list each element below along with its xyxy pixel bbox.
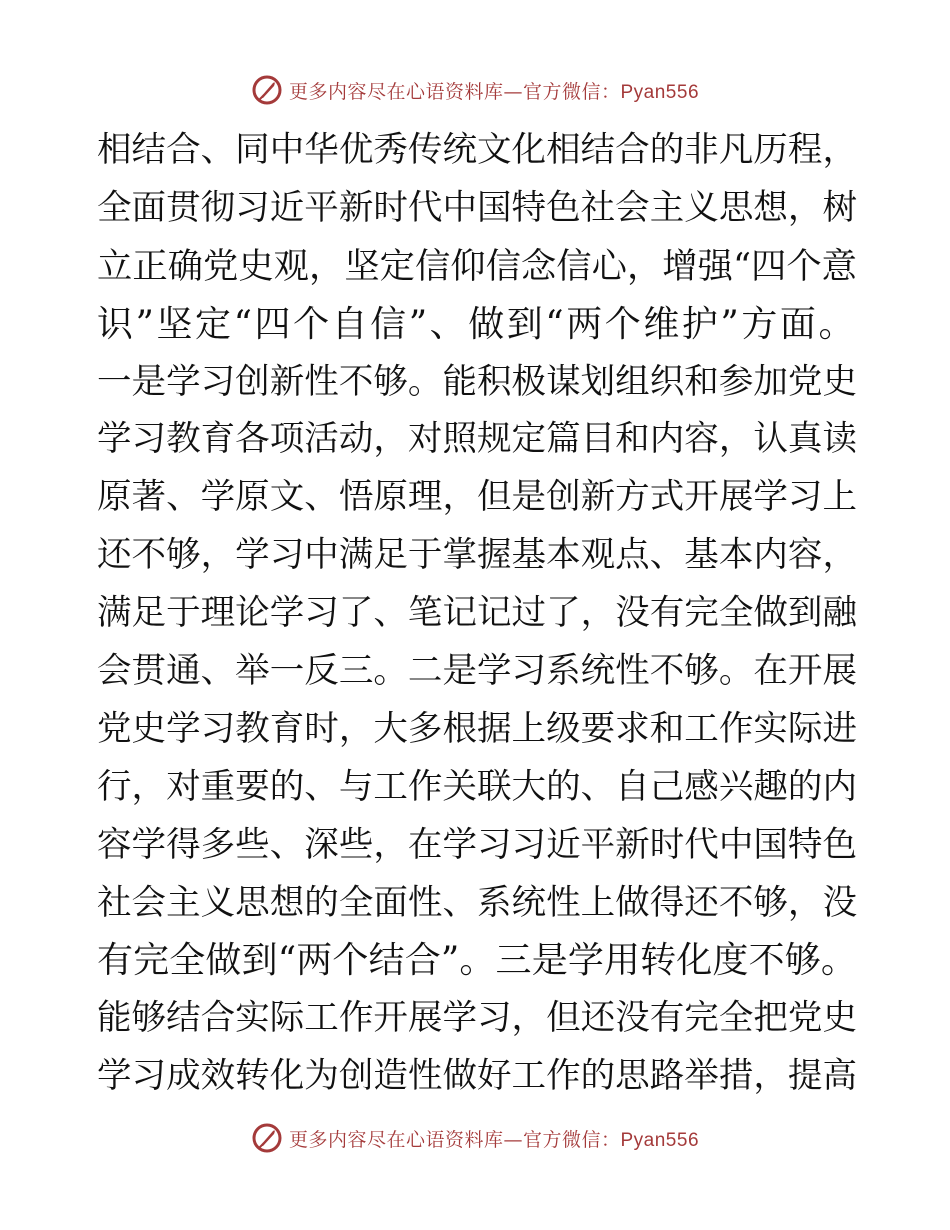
feather-circle-logo-icon (251, 1122, 283, 1154)
watermark-handle: Pyan556 (620, 1129, 700, 1151)
feather-circle-logo-icon (251, 74, 283, 106)
watermark-text: 更多内容尽在心语资料库—官方微信：Pyan556 (288, 80, 700, 103)
text-line: 学习成效转化为创造性做好工作的思路举措，提高 (97, 1056, 857, 1097)
text-line: 全面贯彻习近平新时代中国特色社会主义思想，树 (97, 187, 857, 228)
text-line: 社会主义思想的全面性、系统性上做得还不够，没 (97, 882, 857, 923)
text-line: 党史学习教育时，大多根据上级要求和工作实际进 (97, 708, 857, 749)
text-line: 识”坚定“四个自信”、做到“两个维护”方面。 (97, 303, 857, 345)
watermark-footer (0, 1118, 950, 1158)
text-line: 还不够，学习中满足于掌握基本观点、基本内容， (97, 535, 857, 576)
text-line: 能够结合实际工作开展学习，但还没有完全把党史 (97, 998, 857, 1039)
text-line: 容学得多些、深些，在学习习近平新时代中国特色 (97, 824, 857, 865)
text-line: 学习教育各项活动，对照规定篇目和内容，认真读 (97, 419, 857, 460)
watermark-handle: Pyan556 (620, 81, 700, 103)
watermark-header (0, 70, 950, 110)
text-line: 有完全做到“两个结合”。三是学用转化度不够。 (97, 940, 857, 982)
watermark-text: 更多内容尽在心语资料库—官方微信：Pyan556 (288, 1128, 700, 1151)
text-line: 会贯通、举一反三。二是学习系统性不够。在开展 (97, 651, 857, 692)
text-line: 相结合、同中华优秀传统文化相结合的非凡历程， (97, 130, 857, 170)
text-line: 原著、学原文、悟原理，但是创新方式开展学习上 (97, 477, 857, 518)
text-line: 行，对重要的、与工作关联大的、自己感兴趣的内 (97, 766, 857, 807)
text-line: 一是学习创新性不够。能积极谋划组织和参加党史 (97, 361, 857, 402)
text-line: 满足于理论学习了、笔记记过了，没有完全做到融 (97, 593, 857, 634)
document-body (97, 122, 857, 1106)
text-line: 立正确党史观，坚定信仰信念信心，增强“四个意 (97, 245, 857, 287)
